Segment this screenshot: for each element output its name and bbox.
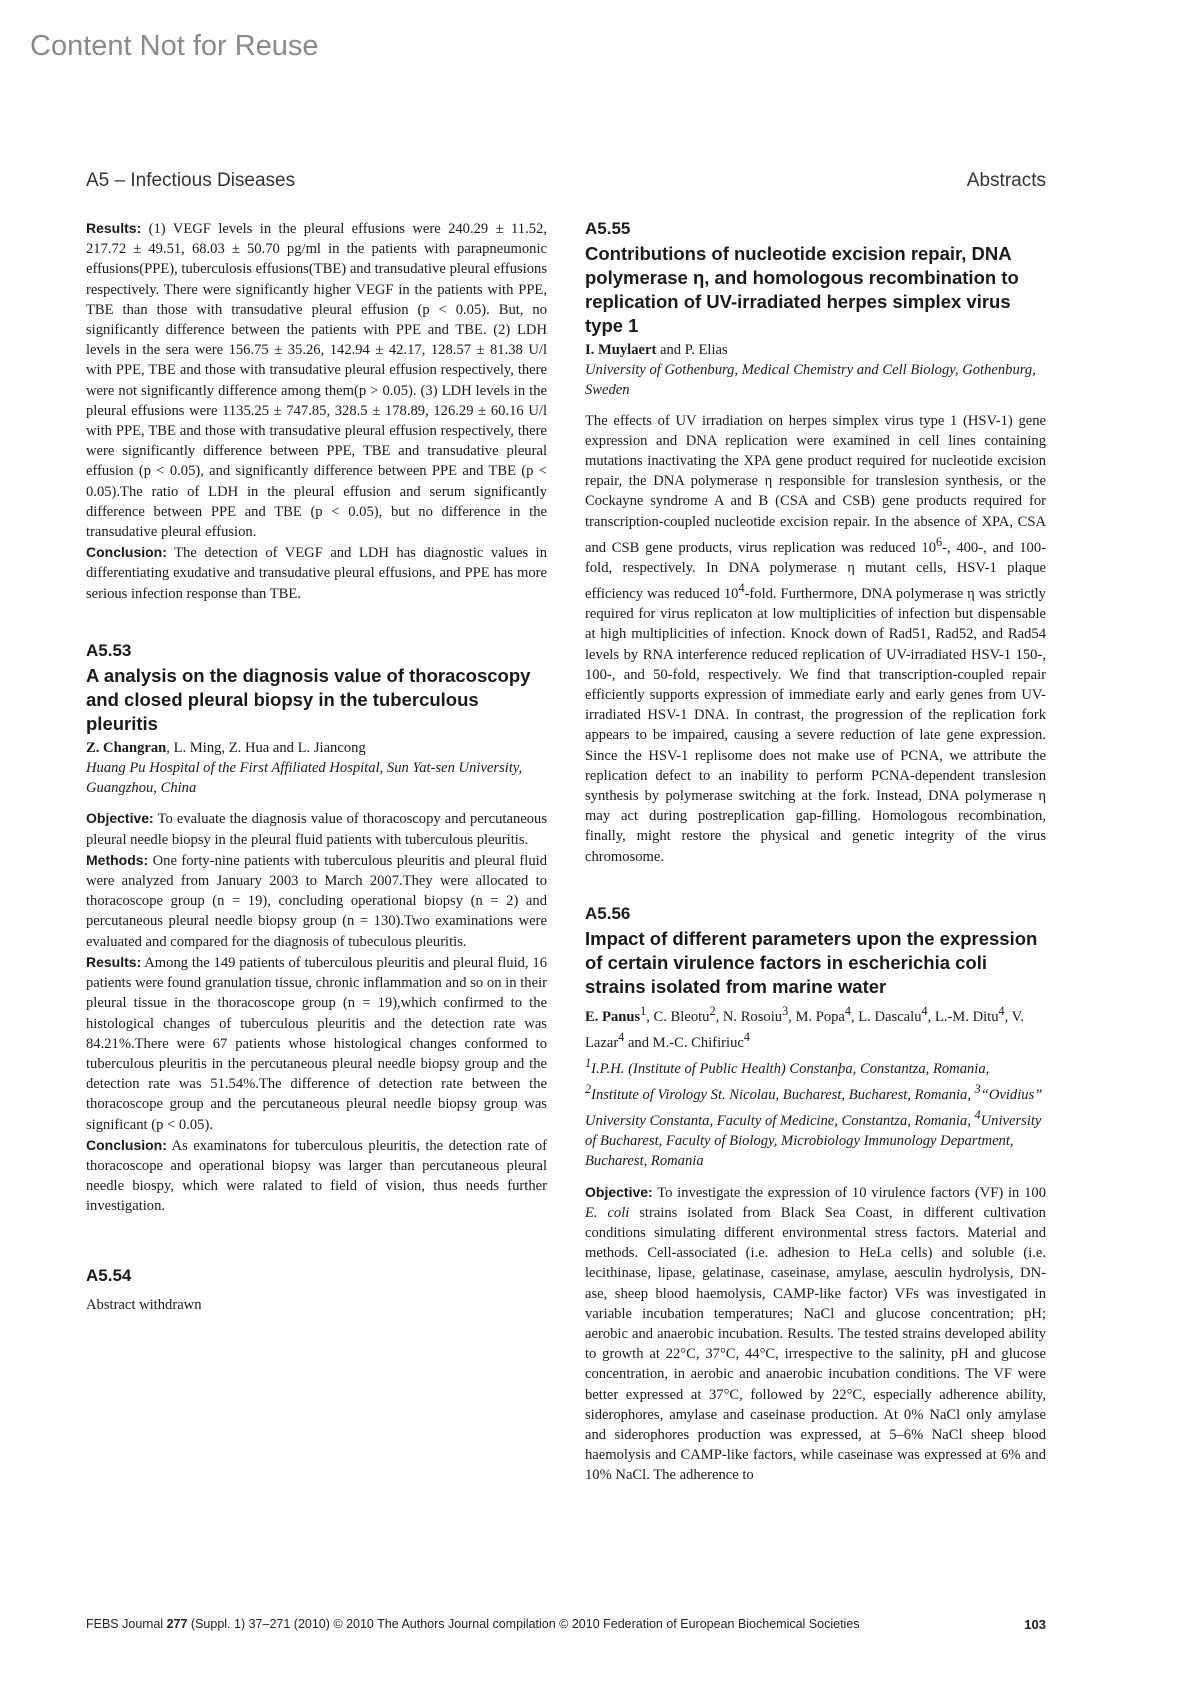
abstract-id: A5.55 xyxy=(585,219,631,238)
journal-name: FEBS Journal xyxy=(86,1617,167,1631)
objective-paragraph xyxy=(86,808,547,849)
affiliation: University of Gothenburg, Medical Chemistry and Cell Biology, Gothenburg, Sweden xyxy=(585,362,1036,399)
results-paragraph xyxy=(86,952,547,1135)
author-name: L. Dascalu xyxy=(858,1008,922,1025)
author-name: L.-M. Ditu xyxy=(934,1008,999,1025)
author-list xyxy=(585,340,1046,360)
results-label: Results: xyxy=(86,220,142,236)
abstracts-header: Abstracts xyxy=(966,170,1046,191)
abstract-a5-53 xyxy=(86,640,547,1217)
objective-label: Objective: xyxy=(585,1183,653,1200)
author-name: C. Bleotu xyxy=(653,1008,710,1025)
affiliation-text: Institute of Virology St. Nicolau, Bucharest, Bucharest, Romania, xyxy=(591,1086,975,1103)
page-footer xyxy=(86,1617,1046,1631)
conclusion-paragraph xyxy=(86,1135,547,1217)
abstract-title: Contributions of nucleotide excision repair, DNA polymerase η, and homologous recombination to replication of UV-irradiated herpes simplex virus type 1 xyxy=(585,243,1019,336)
methods-label: Methods: xyxy=(86,851,149,868)
author-list: E. Panus$^1$, C. Bleotu$^2$, N. Rosoiu$^3$, M. Popa$^4$, L. Dascalu$^4$, L.-M. Ditu$^4$, V. Lazar$^4$ and M.-C. Chifiriuc$^4$ xyxy=(585,1003,1024,1051)
affiliation-marker: 1 xyxy=(640,1003,647,1018)
watermark: Content Not for Reuse xyxy=(30,30,319,62)
affiliation-text: I.P.H. (Institute of Public Health) Constanþa, Constantza, Romania, xyxy=(591,1060,990,1077)
citation-text: (Suppl. 1) 37–271 (2010) © 2010 The Authors Journal compilation © 2010 Federation of European Biochemical Societies xyxy=(187,1617,860,1631)
author-list xyxy=(86,738,547,758)
author-name: N. Rosoiu xyxy=(722,1008,783,1025)
abstract-title: Impact of different parameters upon the expression of certain virulence factors in escherichia coli strains isolated from marine water xyxy=(585,927,1038,997)
abstract-id: A5.56 xyxy=(585,903,631,923)
conclusion-label: Conclusion: xyxy=(86,1136,167,1153)
co-authors: , L. Ming, Z. Hua and L. Jiancong xyxy=(166,739,366,756)
presenting-author: I. Muylaert xyxy=(585,342,657,358)
conclusion-text: The detection of VEGF and LDH has diagnostic values in differentiating exudative and transudative pleural effusions, and PPE has more serious infection response than TBE. xyxy=(86,545,547,602)
abstract-a5-54 xyxy=(86,1265,547,1315)
abstract-body xyxy=(585,411,1046,867)
affiliation xyxy=(585,1053,1046,1172)
conclusion-text: As examinatons for tuberculous pleuritis, the detection rate of thoracoscope and operational biopsy was larger than percutaneous pleural needle biospy, which were ralated to field of vision, thus needs further investigation. xyxy=(86,1137,547,1215)
affiliation-text: University of Bucharest, Faculty of Biology, Microbiology Immunology Department, Bucharest, Romania xyxy=(585,1112,1042,1170)
section-header: A5 – Infectious Diseases xyxy=(86,170,296,191)
footer-citation xyxy=(86,1617,860,1631)
affiliation-marker: 3 xyxy=(782,1003,789,1018)
left-column xyxy=(86,218,547,1315)
abstract-a5-56 xyxy=(585,903,1046,1486)
methods-paragraph xyxy=(86,850,547,952)
body-text: The effects of UV irradiation on herpes simplex virus type 1 (HSV-1) gene expression and DNA replication were examined in cell lines containing mutations inactivating the XPA gene product required for nucleotide excision repair, the DNA polymerase η responsible for translesion synthesis, or the Cockayne syndrome A and B (CSA and CSB) gene products required for transcription-coupled nucleotide excision repair. In the absence of XPA, CSA and CSB gene products, virus replication was reduced 10 xyxy=(585,412,1046,556)
affiliation-text: “Ovidius” University Constanta, Faculty of Medicine, Constantza, Romania, xyxy=(585,1086,1043,1129)
abstract-title: A analysis on the diagnosis value of thoracoscopy and closed pleural biopsy in the tuberculous pleuritis xyxy=(86,664,531,734)
results-label: Results: xyxy=(86,953,142,970)
objective-text: To evaluate the diagnosis value of thoracoscopy and percutaneous pleural needle biopsy in the pleural fluid patients with tuberculous pleuritis. xyxy=(86,811,547,848)
withdrawn-notice: Abstract withdrawn xyxy=(86,1296,202,1313)
superscript: 4 xyxy=(738,581,745,596)
body-text: -, 400-, and 100-fold, respectively. In DNA polymerase η mutant cells, HSV-1 plaque efficiency was reduced 10 xyxy=(585,539,1046,602)
affiliation-marker: 3 xyxy=(974,1081,981,1096)
affiliation-marker: 4 xyxy=(921,1003,928,1018)
author-name: M.-C. Chifiriuc xyxy=(652,1034,744,1051)
affiliation-marker: 4 xyxy=(743,1029,750,1044)
species-name: E. coli xyxy=(585,1204,630,1221)
objective-paragraph xyxy=(585,1182,1046,1486)
affiliation-marker: 2 xyxy=(585,1081,592,1096)
presenting-author: Z. Changran xyxy=(86,739,167,756)
abstract-a5-55 xyxy=(585,218,1046,867)
affiliation: Huang Pu Hospital of the First Affiliated Hospital, Sun Yat-sen University, Guangzhou, China xyxy=(86,760,523,797)
affiliation-marker: 4 xyxy=(618,1029,625,1044)
results-text: Among the 149 patients of tuberculous pleuritis and pleural fluid, 16 patients were found granulation tissue, chronic inflammation and so on in their pleural tissue in the thoracoscope group (n = 19),which confirmed to the histological changes of tuberculous pleuritis and the detection rate was 84.21%.There were 67 patients whose histological changes conformed to tuberculous pleuritis in the percutaneous pleural needle biopsy group and the detection rate was 51.54%.The difference of detection rate between the thoracoscope group and the percutaneous pleural needle biopsy group was significant (p < 0.05). xyxy=(86,954,547,1133)
conclusion-label: Conclusion: xyxy=(86,544,167,561)
conclusion-paragraph xyxy=(86,542,547,604)
author-name: E. Panus xyxy=(585,1008,641,1025)
body-text: -fold. Furthermore, DNA polymerase η was strictly required for virus replicaton at low multiplicities of infection but dispensable at high multiplicities of infection. Knock down of Rad51, Rad52, and Rad54 levels by RNA interference reduced replication of UV-irradiated HSV-1 150-, 100-, and 50-fold, respectively. We find that transcription-coupled repair efficiently supports expression of immediate early and early genes from UV-irradiated HSV-1 DNA. In contrast, the progression of the replication fork appears to be impaired, causing a severe reduction of late gene expression. Since the HSV-1 replisome does not make use of PCNA, we attribute the replication defect to an inability to perform PCNA-dependent translesion synthesis by polymerase switching at the fork. Instead, DNA polymerase η may act during postreplication gap-filling. Homologous recombination, finally, might restore the physical and genetic integrity of the virus chromosome. xyxy=(585,585,1046,865)
objective-text: strains isolated from Black Sea Coast, in different cultivation conditions simulating different environmental stress factors. Material and methods. Cell-associated (i.e. adhesion to HeLa cells) and soluble (i.e. lecithinase, lipase, gelatinase, caseinase, amylase, aesculin hydrolysis, DN-ase, sheep blood haemolysis, CAMP-like factor) VFs was investigated in variable incubation temperatures; NaCl and glucose concentration; pH; aerobic and anaerobic incubation. Results. The tested strains developed ability to growth at 22°C, 37°C, 44°C, irrespective to the salinity, pH and glucose concentration, in aerobic and anaerobic incubation conditions. The VF were better expressed at 37°C, followed by 22°C, especially adherence ability, siderophores, amylase and caseinase production. At 0% NaCl only amylase and siderophores production was expressed, at 5–6% NaCl sheep blood haemolysis and CAMP-like factors, while caseinase was expressed at 6% and 10% NaCl. The adherence to xyxy=(585,1204,1046,1484)
abstract-id: A5.54 xyxy=(86,1265,132,1285)
abstract-id: A5.53 xyxy=(86,640,132,660)
results-text: (1) VEGF levels in the pleural effusions were 240.29 ± 11.52, 217.72 ± 49.51, 68.03 ± 50.70 pg/ml in the patients with parapneumonic effusions(PPE), tuberculosis effusions(TBE) and transudative pleural effusions respectively. There were significantly higher VEGF in the patients with PPE, TBE than those with transudative pleural effusion (p < 0.05). But, no significantly difference between the patients with PPE and TBE. (2) LDH levels in the sera were 156.75 ± 35.26, 142.94 ± 42.17, 128.57 ± 81.38 U/l with PPE, TBE and those with transudative pleural effusion respectively, there were not significantly difference among them(p > 0.05). (3) LDH levels in the pleural effusions were 1135.25 ± 747.85, 328.5 ± 178.89, 126.29 ± 60.16 U/l with PPE, TBE and those with transudative pleural effusion respectively, there were significantly difference between PPE, TBE and transudative pleural effusion (p < 0.05), and significantly difference between PPE and TBE (p < 0.05).The ratio of LDH in the pleural effusion and serum significantly difference between PPE and TBE (p < 0.05), but no difference in the transudative pleural effusion. xyxy=(86,221,547,541)
author-name: M. Popa xyxy=(795,1008,845,1025)
superscript: 6 xyxy=(936,534,943,549)
page-number: 103 xyxy=(1024,1617,1046,1632)
methods-text: One forty-nine patients with tuberculous pleuritis and pleural fluid were analyzed from January 2003 to March 2007.They were allocated to thoracoscope group (n = 19), concluding operational biopsy (n = 2) and percutaneous pleural needle biopsy group (n = 130).Two examinations were evaluated and compared for the diagnosis of tubeculous pleuritis. xyxy=(86,852,547,950)
affiliation-marker: 2 xyxy=(709,1003,716,1018)
objective-label: Objective: xyxy=(86,810,154,827)
objective-text: To investigate the expression of 10 virulence factors (VF) in 100 xyxy=(652,1184,1046,1201)
co-authors: and P. Elias xyxy=(656,342,728,358)
affiliation-marker: 4 xyxy=(844,1003,851,1018)
affiliation-marker: 4 xyxy=(974,1108,981,1123)
right-column xyxy=(585,218,1046,1486)
affiliation-marker: 4 xyxy=(998,1003,1005,1018)
author-name: V. Lazar xyxy=(585,1008,1024,1051)
affiliation-marker: 1 xyxy=(585,1055,592,1070)
results-paragraph xyxy=(86,218,547,542)
journal-volume: 277 xyxy=(166,1617,188,1631)
